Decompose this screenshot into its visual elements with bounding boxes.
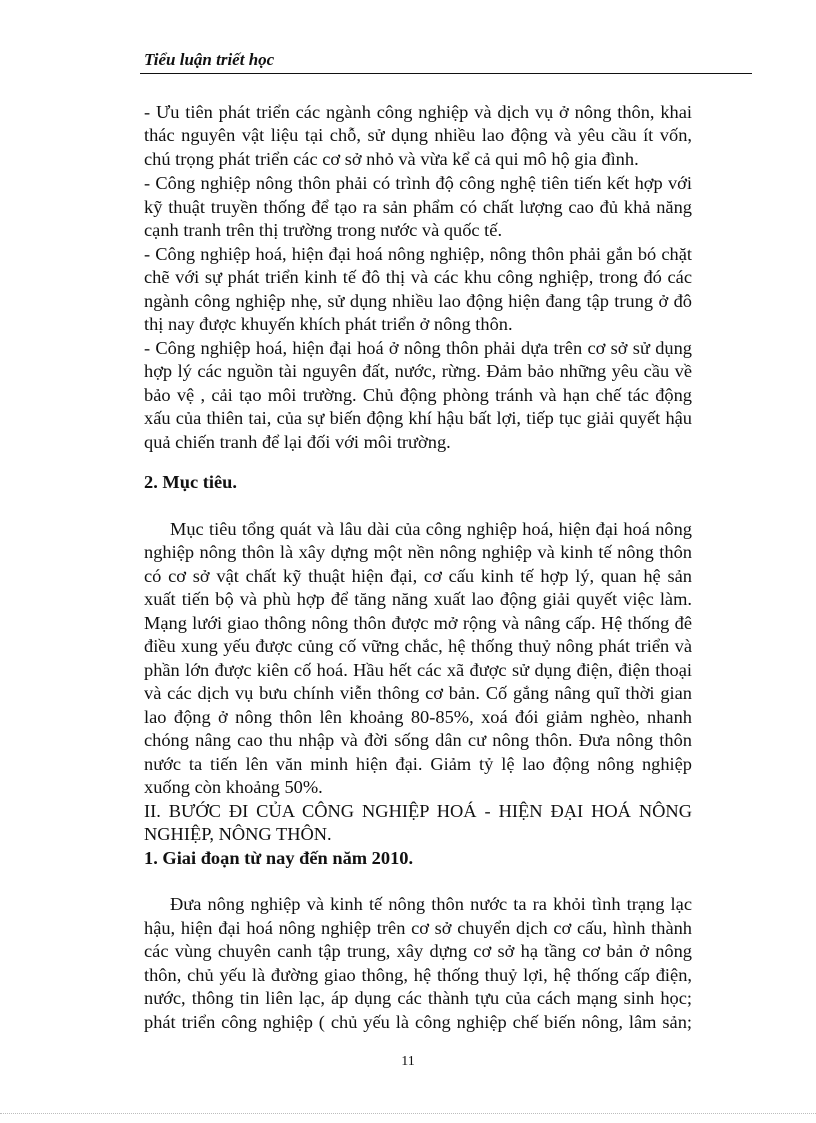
text-line: xuất tiến bộ và phù hợp để tăng năng xuất lao động giải quyết việc làm. [144,589,692,609]
text-line: thôn, chủ yếu là đường giao thông, hệ thống thuỷ lợi, hệ thống cấp điện, [144,965,692,985]
text-line: chú trọng phát triển các cơ sở nhỏ và vừa kể cả qui mô hộ gia đình. [144,149,639,169]
text-line: - Công nghiệp hoá, hiện đại hoá ở nông thôn phải dựa trên cơ sở sử dụng [144,338,692,358]
text-line: quả chiến tranh để lại đối với môi trường. [144,432,451,452]
header-divider [140,73,752,74]
text-line: hợp lý các nguồn tài nguyên đất, nước, rừng. Đảm bảo những yêu cầu về [144,361,692,381]
text-line: ngành công nghiệp nhẹ, sử dụng nhiều lao động hiện đang tập trung ở đô [144,291,692,311]
text-line: - Công nghiệp hoá, hiện đại hoá nông nghiệp, nông thôn phải gắn bó chặt [144,244,692,264]
text-line: phần lớn được kiên cố hoá. Hầu hết các xã được sử dụng điện, điện thoại [144,660,692,680]
text-line: cạnh tranh trên thị trường trong nước và quốc tế. [144,220,503,240]
section-heading: 2. Mục tiêu. [144,472,237,492]
text-line: nước, thông tin liên lạc, áp dụng các thành tựu của cách mạng sinh học; [144,988,692,1008]
page-number: 11 [401,1054,415,1069]
text-line: thác nguyên vật liệu tại chỗ, sử dụng nhiều lao động và yêu cầu ít vốn, [144,125,692,145]
text-line: phát triển công nghiệp ( chủ yếu là công nghiệp chế biến nông, lâm sản; [144,1012,692,1032]
text-line: kỹ thuật truyền thống để tạo ra sản phẩm có chất lượng cao đủ khả năng [144,197,692,217]
text-line: chóng nâng cao thu nhập và đời sống dân cư nông thôn. Đưa nông thôn [144,730,692,750]
text-line: chẽ với sự phát triển kinh tế đô thị và các khu công nghiệp, trong đó các [144,267,692,287]
document-title: Tiểu luận triết học [144,50,275,69]
text-line: lao động ở nông thôn lên khoảng 80-85%, xoá đói giảm nghèo, nhanh [144,707,692,727]
text-line: Mục tiêu tổng quát và lâu dài của công nghiệp hoá, hiện đại hoá nông [170,519,692,539]
text-line: xấu của thiên tai, của sự biến động khí hậu bất lợi, tiếp tục giải quyết hậu [144,408,692,428]
text-line: các vùng chuyên canh tập trung, xây dựng cơ sở hạ tầng cơ bản ở nông [144,941,692,961]
text-line: - Công nghiệp nông thôn phải có trình độ công nghệ tiên tiến kết hợp với [144,173,692,193]
page-bottom-border [0,1113,816,1114]
text-line: - Ưu tiên phát triển các ngành công nghiệp và dịch vụ ở nông thôn, khai [144,102,692,122]
text-line: nghiệp nông thôn là xây dựng một nền nông nghiệp và kinh tế nông thôn [144,542,692,562]
text-line: nước ta tiến lên văn minh hiện đại. Giảm tỷ lệ lao động nông nghiệp [144,754,692,774]
text-line: thị nay được khuyến khích phát triển ở nông thôn. [144,314,513,334]
section-title: II. BƯỚC ĐI CỦA CÔNG NGHIỆP HOÁ - HIỆN ĐẠI HOÁ NÔNG [144,801,692,821]
text-line: có cơ sở vật chất kỹ thuật hiện đại, cơ cấu kinh tế hợp lý, quan hệ sản [144,566,692,586]
section-heading: 1. Giai đoạn từ nay đến năm 2010. [144,848,414,868]
text-line: Mạng lưới giao thông nông thôn được mở rộng và nâng cấp. Hệ thống đê [144,613,692,633]
text-line: bảo vệ , cải tạo môi trường. Chủ động phòng tránh và hạn chế tác động [144,385,692,405]
text-line: hậu, hiện đại hoá nông nghiệp trên cơ sở chuyển dịch cơ cấu, hình thành [144,918,692,938]
text-line: xuống còn khoảng 50%. [144,777,323,797]
section-title: NGHIỆP, NÔNG THÔN. [144,824,332,844]
text-line: điều xung yếu được củng cố vững chắc, hệ thống thuỷ nông phát triển và [144,636,692,656]
text-line: Đưa nông nghiệp và kinh tế nông thôn nước ta ra khỏi tình trạng lạc [170,894,692,914]
text-line: và các dịch vụ bưu chính viễn thông cơ bản. Cố gắng nâng quĩ thời gian [144,683,692,703]
